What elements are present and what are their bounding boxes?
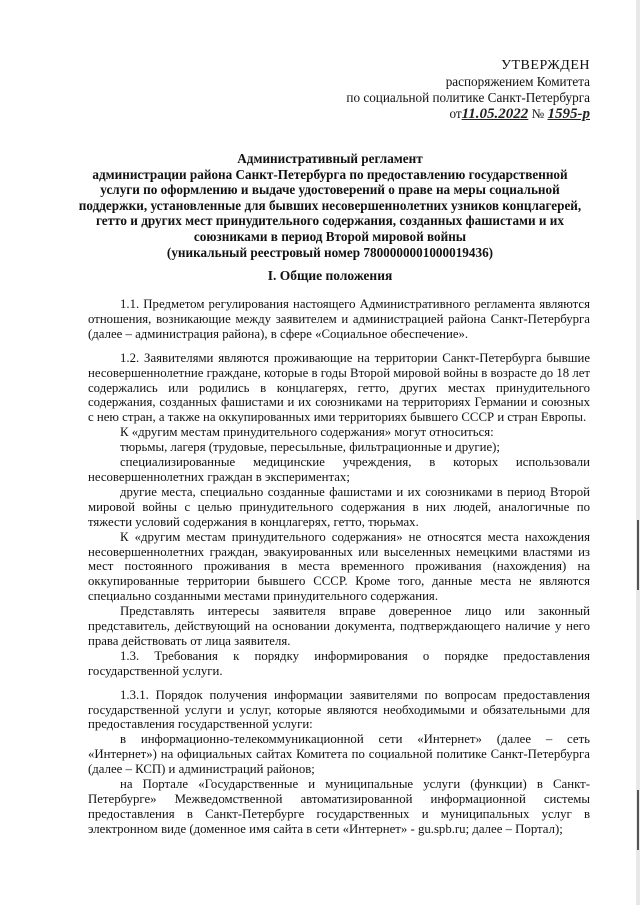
paragraph-portal: на Портале «Государственные и муниципальные услуги (функции) в Санкт-Петербурге» Межведомственной автоматизированной информационной системы предоставления в Санкт-Петербурге государственных и муниципальных услуг в электронном виде (доменное имя сайта в сети «Интернет» - gu.spb.ru; далее – Портал); (88, 777, 590, 836)
paragraph-1-3-1: 1.3.1. Порядок получения информации заявителями по вопросам предоставления государственной услуги и услуг, которые являются необходимыми и обязательными для предоставления государственной услуги: (88, 687, 590, 732)
document-body (88, 297, 590, 837)
document-title (70, 151, 590, 260)
title-line-1: Административный регламент (237, 151, 423, 166)
paragraph-other-places: другие места, специально созданные фашистами и их союзниками в период Второй мировой войны с целью принудительного содержания в них людей, аналогичные по тяжести условий содержания в концлагерях, гетто, тюрьмах. (88, 484, 590, 529)
paragraph-1-2: 1.2. Заявителями являются проживающие на территории Санкт-Петербурга бывшие несовершеннолетние граждане, которые в годы Второй мировой войны в возрасте до 18 лет содержались или родились в концлагерях, гетто, других местах принудительного содержания, созданных фашистами и их союзниками на территориях Германии и союзных с нею стран, а также на оккупированных ими территориях бывшего СССР и стран Европы. (88, 350, 590, 425)
scan-edge-mark (637, 520, 639, 590)
approval-stamp (290, 58, 590, 122)
handwritten-number: 1595-р (547, 106, 590, 122)
paragraph-representatives: Представлять интересы заявителя вправе доверенное лицо или законный представитель, действующий на основании документа, подтверждающего наличие у него права действовать от лица заявителя. (88, 604, 590, 648)
approval-date-number (449, 106, 590, 122)
paragraph-places-intro: К «другим местам принудительного содержания» могут относиться: (120, 425, 494, 440)
section-heading: I. Общие положения (267, 268, 393, 283)
title-line-5: гетто и других мест принудительного содержания, созданных фашистами и их (95, 213, 565, 229)
title-line-4: поддержки, установленные для бывших несовершеннолетних узников концлагерей, (78, 197, 582, 213)
paragraph-exclusions: К «другим местам принудительного содержания» не относятся места нахождения несовершеннолетних граждан, эвакуированных или выселенных немецкими властями из мест постоянного проживания в места временного проживания (нахождения) на оккупированные территории бывшего СССР. Кроме того, данные места не являются специально созданными местами принудительного содержания. (88, 529, 590, 604)
title-line-6: союзниками в период Второй мировой войны (193, 228, 467, 244)
number-label: № (531, 106, 545, 121)
title-line-2: администрации района Санкт-Петербурга по предоставлению государственной (92, 166, 568, 182)
approval-line-2: по социальной политике Санкт-Петербурга (346, 90, 590, 105)
scan-edge-mark (637, 790, 639, 850)
scan-edge (636, 0, 640, 905)
paragraph-internet: в информационно-телекоммуникационной сети «Интернет» (далее – сеть «Интернет») на официальных сайтах Комитета по социальной политике Санкт-Петербурга (далее – КСП) и администраций районов; (88, 732, 590, 777)
handwritten-date: 11.05.2022 (461, 106, 529, 122)
approval-line-1: распоряжением Комитета (445, 74, 590, 89)
title-line-7: (уникальный реестровый номер 7800000001000019436) (166, 244, 494, 260)
paragraph-1-1: 1.1. Предметом регулирования настоящего Административного регламента являются отношения, возникающие между заявителем и администрацией района Санкт-Петербурга (далее – администрация района), в сфере «Социальное обеспечение». (88, 297, 590, 341)
paragraph-medical: специализированные медицинские учреждения, в которых использовали несовершеннолетних граждан в экспериментах; (88, 455, 590, 484)
from-label: от (449, 106, 462, 121)
title-line-3: услуги по оформлению и выдаче удостоверений о праве на меры социальной (100, 182, 560, 198)
paragraph-prisons: тюрьмы, лагеря (трудовые, пересыльные, фильтрационные и другие); (120, 440, 500, 455)
approval-title: УТВЕРЖДЕН (501, 58, 590, 73)
paragraph-1-3: 1.3. Требования к порядку информирования о порядке предоставления государственной услуги. (88, 648, 590, 678)
